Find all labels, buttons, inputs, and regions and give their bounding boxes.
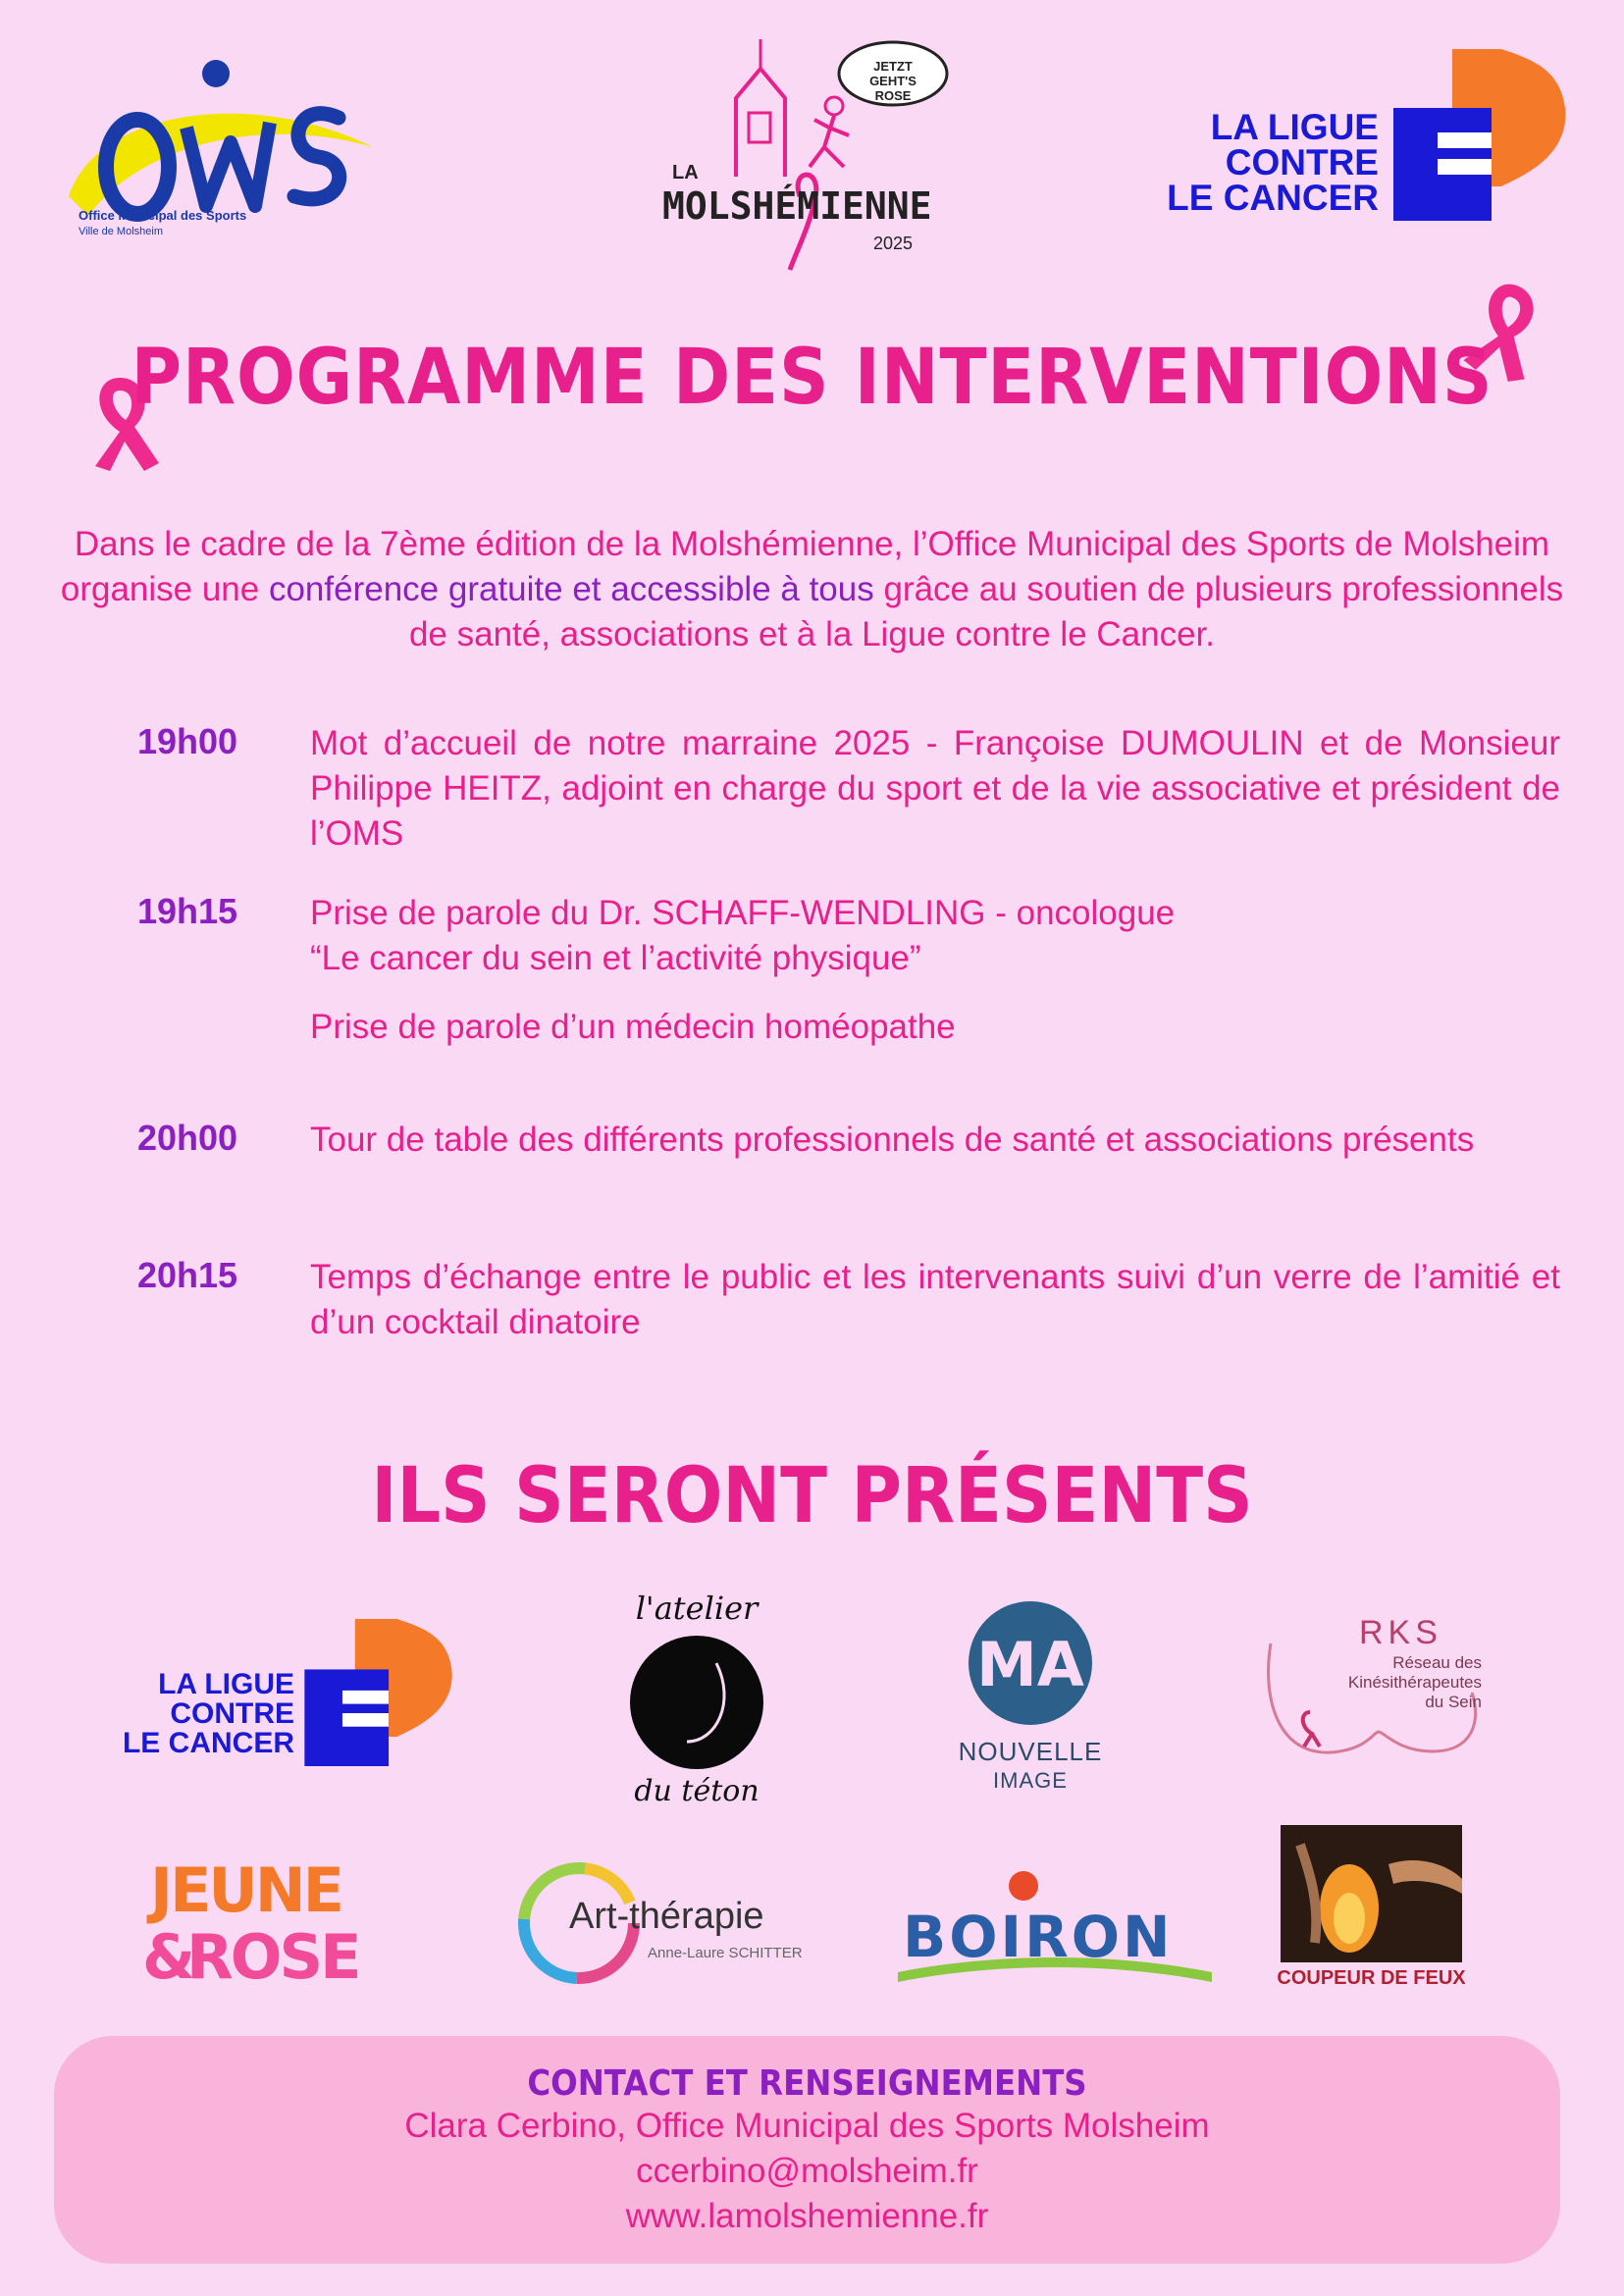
molshemienne-la: LA — [672, 162, 699, 183]
section-title: ILS SERONT PRÉSENTS — [371, 1452, 1253, 1540]
partner-jeune-rose-logo — [142, 1854, 368, 2002]
contact-website-link[interactable]: www.lamolshemienne.fr — [625, 2197, 989, 2235]
rks-line3: du Sein — [1425, 1693, 1482, 1711]
partner-ligue-line1: LA LIGUE — [158, 1668, 294, 1700]
program-time: 19h00 — [137, 721, 238, 761]
program-description — [310, 721, 1560, 857]
nouvelle-image-mark: MA — [976, 1629, 1084, 1700]
intro-part2: grâce au soutien de plusieurs professionnels de santé, associations et à la Ligue contre le Cancer. — [408, 570, 1564, 653]
ligue-contre-cancer-logo — [1158, 49, 1570, 221]
boiron-name: BOIRON — [903, 1904, 1174, 1970]
art-therapie-sub: Anne-Laure SCHITTER — [648, 1945, 803, 1961]
nouvelle-image-line1: NOUVELLE — [958, 1737, 1103, 1766]
page-title: PROGRAMME DES INTERVENTIONS — [131, 334, 1493, 422]
contact-name: Clara Cerbino, Office Municipal des Sports Molsheim — [404, 2107, 1210, 2145]
program-line: Tour de table des différents professionnels de santé et associations présents — [310, 1121, 1475, 1159]
molshemienne-logo — [643, 29, 957, 280]
partner-boiron-logo — [898, 1864, 1212, 1992]
ligue-line2: CONTRE — [1225, 142, 1379, 183]
molshemienne-bubble: JETZT GEHT'S ROSE — [869, 59, 917, 103]
ligue-heart-icon — [1393, 49, 1570, 221]
atelier-circle-icon — [628, 1634, 765, 1771]
program-line: Mot d’accueil de notre marraine 2025 - Françoise DUMOULIN et de Monsieur Philippe HEITZ, adjoint en charge du sport et de la vie associative et président de l’OMS — [310, 724, 1560, 853]
program-description — [310, 891, 1560, 1050]
molshemienne-year: 2025 — [873, 234, 914, 253]
jeune-rose-line1: JEUNE — [150, 1854, 342, 1926]
atelier-bottom: du téton — [634, 1774, 760, 1808]
program-line: Temps d’échange entre le public et les intervenants suivi d’un verre de l’amitié et d’un cocktail dinatoire — [310, 1258, 1560, 1341]
molshemienne-name: MOLSHÉMIENNE — [662, 184, 932, 228]
partner-ligue-logo — [98, 1619, 461, 1766]
program-description — [310, 1255, 1560, 1345]
program-line: Prise de parole du Dr. SCHAFF-WENDLING - oncologue — [310, 894, 1176, 932]
partner-ligue-line3: LE CANCER — [122, 1727, 294, 1759]
partner-art-therapie-logo — [510, 1854, 805, 1992]
program-line: Prise de parole d’un médecin homéopathe — [310, 1008, 956, 1046]
rks-mark: RKS — [1359, 1614, 1442, 1651]
partner-nouvelle-image-logo — [932, 1599, 1128, 1796]
ligue-line3: LE CANCER — [1167, 178, 1379, 218]
oms-logo-sub: Ville de Molsheim — [79, 226, 164, 237]
intro-part1: Dans le cadre de la 7ème édition de la Molshémienne, l’Office Municipal des Sports de Molsheim organise une — [60, 525, 1550, 608]
coupeur-fire-image — [1281, 1825, 1462, 1962]
rks-line1: Réseau des — [1392, 1653, 1482, 1672]
intro-paragraph — [59, 522, 1565, 657]
partner-coupeur-de-feux-logo — [1277, 1825, 1466, 1997]
oms-logo-name: Office Municipal des Sports — [79, 208, 247, 223]
jeune-rose-amp: & — [142, 1921, 196, 1993]
partner-rks-logo — [1261, 1614, 1482, 1766]
rks-line2: Kinésithérapeutes — [1347, 1673, 1482, 1692]
program-time: 19h15 — [137, 891, 238, 931]
ligue-line1: LA LIGUE — [1210, 107, 1379, 147]
program-line: “Le cancer du sein et l’activité physique” — [310, 939, 921, 977]
partner-atelier-logo — [608, 1590, 785, 1808]
oms-logo — [59, 49, 383, 245]
coupeur-name: COUPEUR DE FEUX — [1277, 1967, 1466, 1989]
program-time: 20h15 — [137, 1255, 238, 1295]
ligue-heart-icon — [304, 1619, 456, 1766]
partner-ligue-line2: CONTRE — [170, 1697, 294, 1730]
nouvelle-image-line2: IMAGE — [993, 1768, 1068, 1793]
atelier-top: l'atelier — [635, 1590, 759, 1627]
jeune-rose-line2: ROSE — [186, 1921, 359, 1993]
contact-email-link[interactable]: ccerbino@molsheim.fr — [636, 2152, 978, 2190]
art-therapie-name: Art-thérapie — [569, 1896, 764, 1937]
intro-highlight: conférence gratuite et accessible à tous — [268, 570, 874, 608]
program-time: 20h00 — [137, 1118, 238, 1158]
contact-box — [54, 2036, 1560, 2264]
program-description — [310, 1118, 1560, 1163]
contact-title: CONTACT ET RENSEIGNEMENTS — [527, 2063, 1087, 2104]
